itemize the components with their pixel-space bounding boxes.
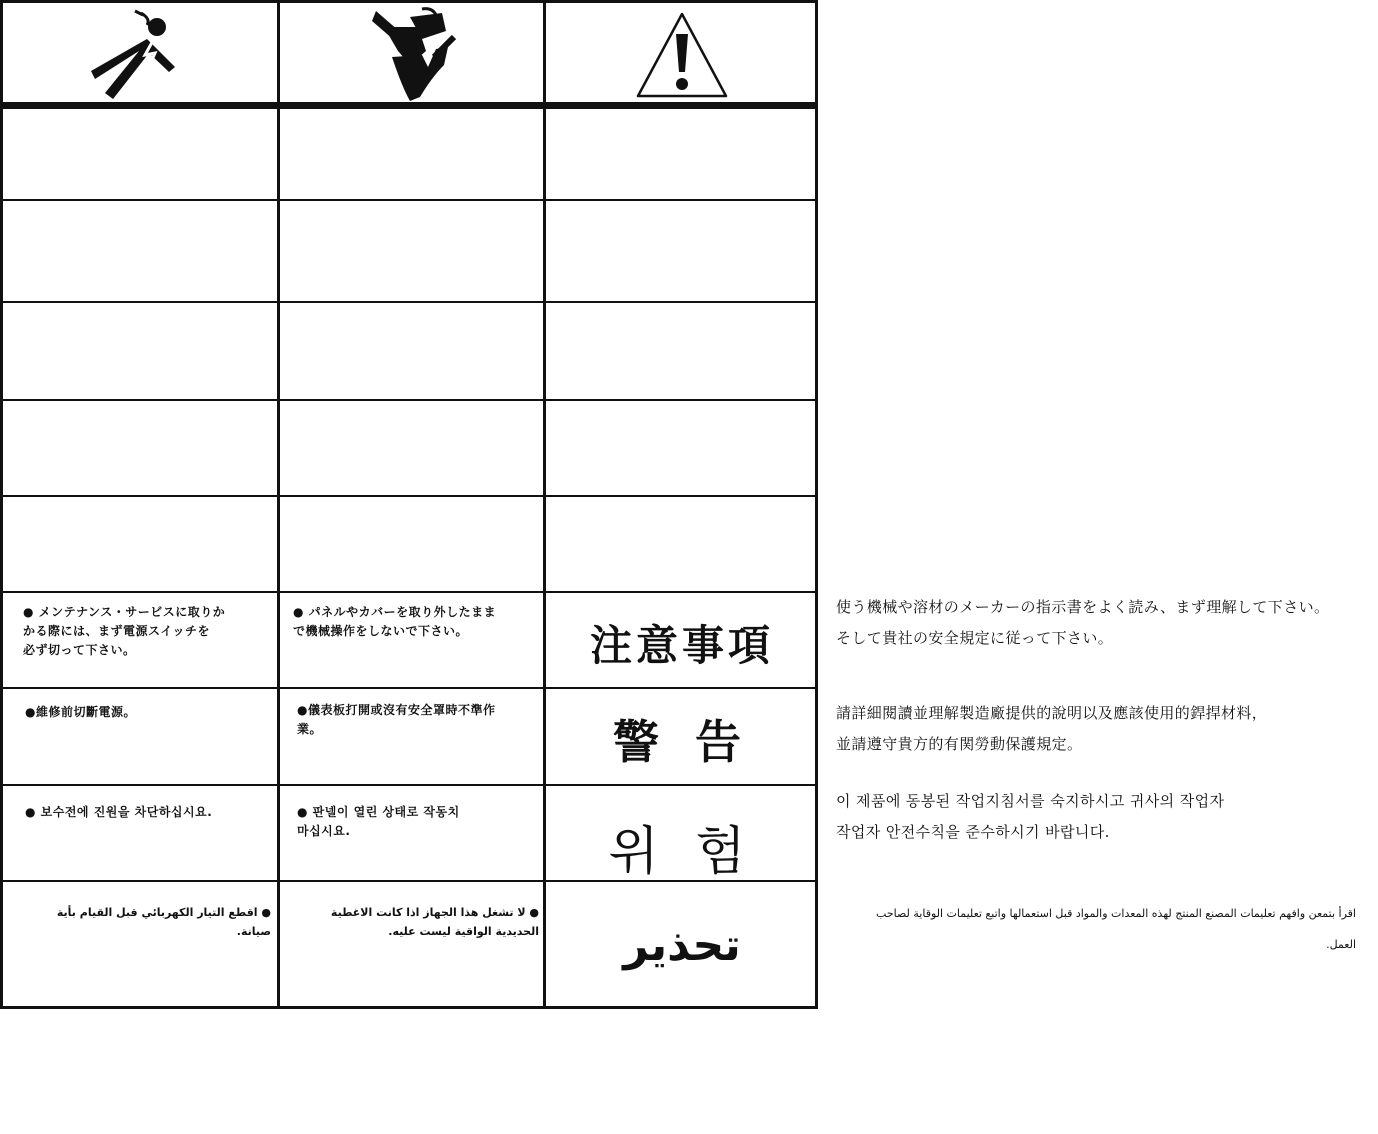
zh-moving-parts-warning: ●儀表板打開或沒有安全罩時不準作 業。 — [297, 703, 496, 736]
row-divider — [3, 301, 815, 303]
ko-heading: 위 험 — [608, 821, 756, 882]
row-divider — [3, 495, 815, 497]
electric-shock-icon — [3, 7, 277, 103]
ja-instruction: 使う機械や溶材のメーカーの指示書をよく読み、まず理解して下さい。 そして貴社の安全規定に従って下さい。 — [836, 598, 1330, 647]
header-divider — [3, 102, 815, 109]
ar-heading: تحذير — [623, 919, 741, 971]
row-divider — [3, 591, 815, 593]
column-divider — [277, 3, 280, 1006]
zh-heading: 警 告 — [612, 715, 751, 769]
ja-moving-parts-warning: ● パネルやカバーを取り外したまま で機械操作をしないで下さい。 — [293, 605, 497, 638]
warning-triangle-icon — [546, 7, 818, 103]
ja-electric-warning: ● メンテナンス・サービスに取りか かる際には、まず電源スイッチを 必ず切って下さい。 — [23, 605, 226, 657]
ko-electric-warning: ● 보수전에 진원을 차단하십시요. — [25, 805, 213, 819]
ar-electric-warning: ● اقطع التيار الكهربائي قبل القيام بأية صيانة. — [56, 906, 271, 938]
zh-electric-warning: ●維修前切斷電源。 — [25, 705, 136, 719]
ja-heading: 注意事項 — [589, 621, 774, 670]
moving-parts-hand-icon — [280, 7, 543, 103]
row-divider — [3, 399, 815, 401]
ko-instruction: 이 제품에 동봉된 작업지침서를 숙지하시고 귀사의 작업자 작업자 안전수칙을 준수하시기 바랍니다. — [836, 792, 1225, 841]
ko-moving-parts-warning: ● 판넬이 열린 상태로 작동치 마십시요. — [297, 805, 460, 838]
ar-moving-parts-warning: ● لا تشغل هذا الجهاز اذا كانت الاغطية الحديدية الواقية ليست عليه. — [330, 906, 539, 938]
ar-instruction: اقرأ بتمعن وافهم تعليمات المصنع المنتج لهذه المعدات والمواد قبل استعمالها واتبع تعليمات الوقاية لصاحب العمل. — [876, 907, 1356, 951]
zh-instruction: 請詳細閱讀並理解製造廠提供的說明以及應該使用的銲捍材料， 並請遵守貴方的有関勞動保護規定。 — [836, 704, 1268, 753]
row-divider — [3, 199, 815, 201]
